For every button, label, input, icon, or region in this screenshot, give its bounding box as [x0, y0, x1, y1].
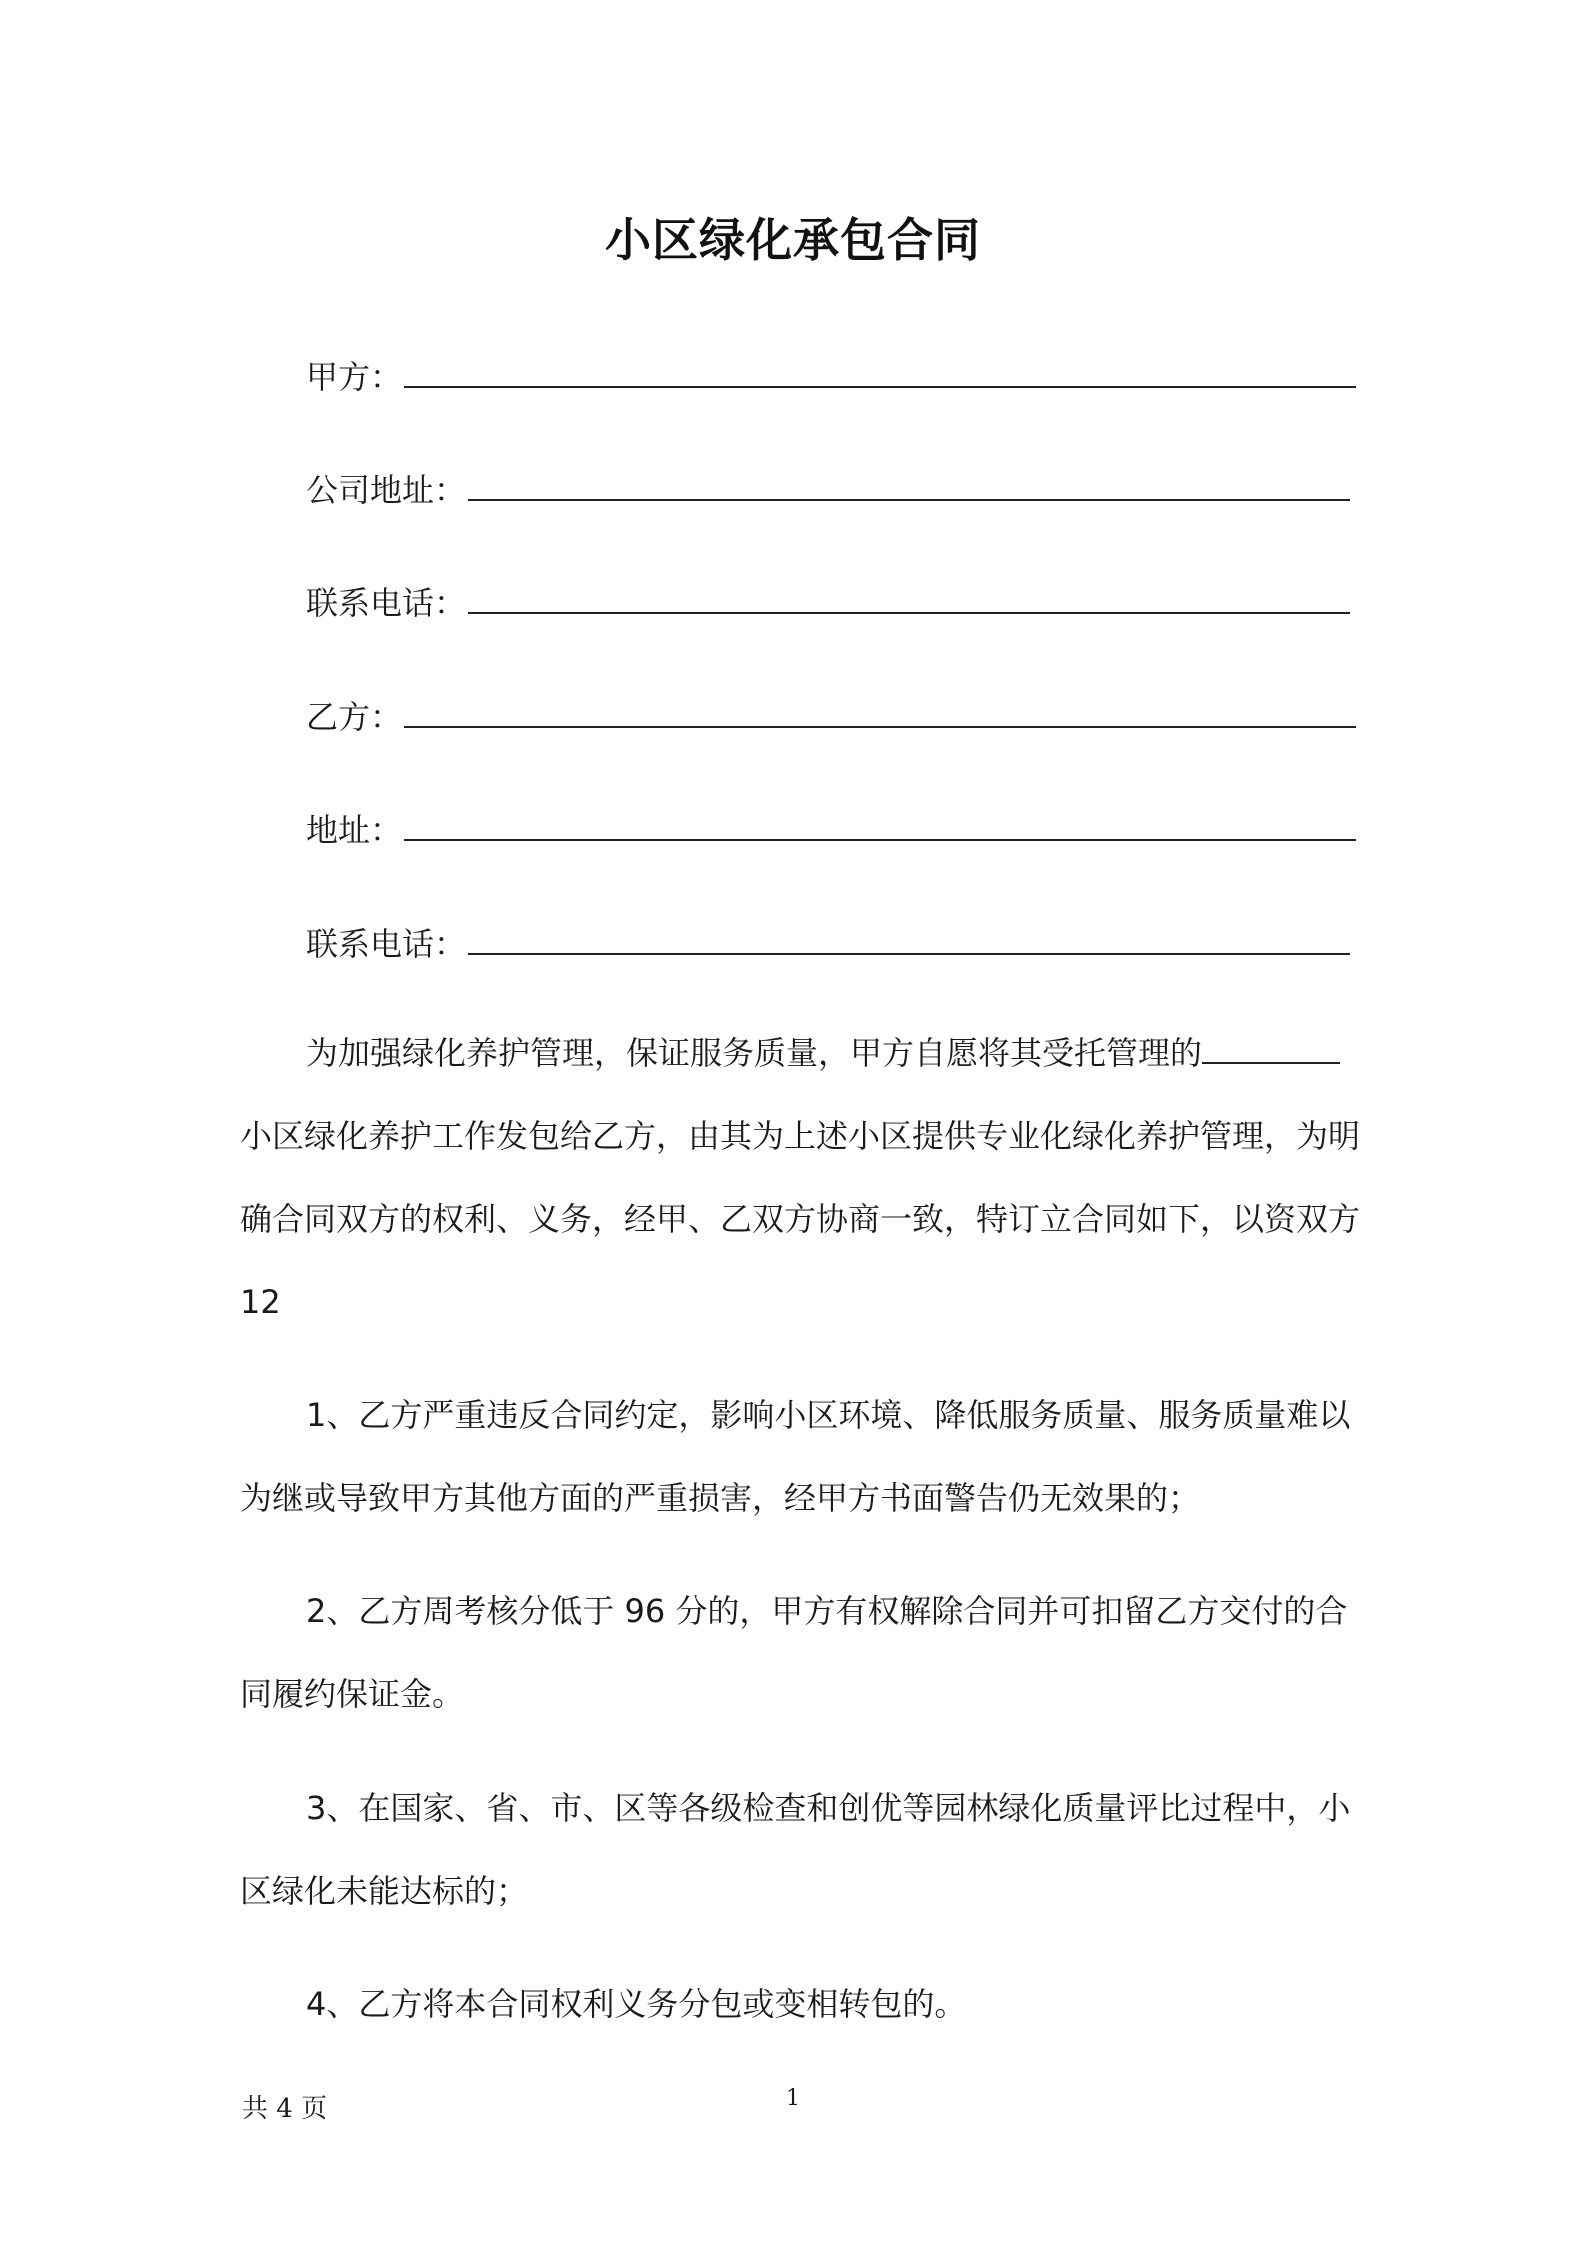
intro-line-2: 小区绿化养护工作发包给乙方，由其为上述小区提供专业化绿化养护管理，为明 [240, 1117, 1361, 1155]
party-a-label: 甲方： [306, 358, 403, 396]
intro-line-1 [240, 1012, 1350, 1095]
clause-1-line-1: 1、乙方严重违反合同约定，影响小区环境、降低服务质量、服务质量难以 [306, 1396, 1351, 1434]
company-address-field [306, 463, 1350, 511]
party-a-blank [404, 350, 1356, 388]
intro-line-1-text: 为加强绿化养护管理，保证服务质量，甲方自愿将其受托管理的 [306, 1034, 1203, 1072]
party-b-label: 乙方： [306, 698, 403, 736]
party-b-blank [404, 690, 1356, 728]
clause-3-line-1: 3、在国家、省、市、区等各级检查和创优等园林绿化质量评比过程中，小 [306, 1789, 1351, 1827]
party-b-phone-blank [468, 917, 1350, 955]
party-b-address-label: 地址： [306, 811, 403, 849]
intro-line-3: 确合同双方的权利、义务，经甲、乙双方协商一致，特订立合同如下，以资双方 [240, 1200, 1361, 1238]
party-a-phone-blank [468, 576, 1350, 614]
company-address-blank [468, 463, 1350, 501]
party-a-phone-label: 联系电话： [306, 584, 467, 622]
clause-2-line-1: 2、乙方周考核分低于 96 分的，甲方有权解除合同并可扣留乙方交付的合 [306, 1592, 1348, 1630]
community-name-blank [1202, 1032, 1340, 1064]
party-a-phone-field [306, 576, 1350, 624]
clause-3-line-2: 区绿化未能达标的； [240, 1872, 529, 1910]
party-a-field [306, 350, 1356, 398]
party-b-phone-label: 联系电话： [306, 925, 467, 963]
intro-line-4: 12 [240, 1283, 281, 1321]
total-pages: 共 4 页 [242, 2094, 328, 2124]
party-b-address-field [306, 803, 1356, 851]
party-b-phone-field [306, 917, 1350, 965]
clause-2-line-2: 同履约保证金。 [240, 1675, 465, 1713]
party-b-field [306, 690, 1356, 738]
document-title: 小区绿化承包合同 [605, 213, 981, 267]
clause-4-line-1: 4、乙方将本合同权利义务分包或变相转包的。 [306, 1985, 967, 2023]
page-number: 1 [786, 2086, 800, 2111]
party-b-address-blank [404, 803, 1356, 841]
company-address-label: 公司地址： [306, 471, 467, 509]
clause-1-line-2: 为继或导致甲方其他方面的严重损害，经甲方书面警告仍无效果的； [240, 1479, 1201, 1517]
